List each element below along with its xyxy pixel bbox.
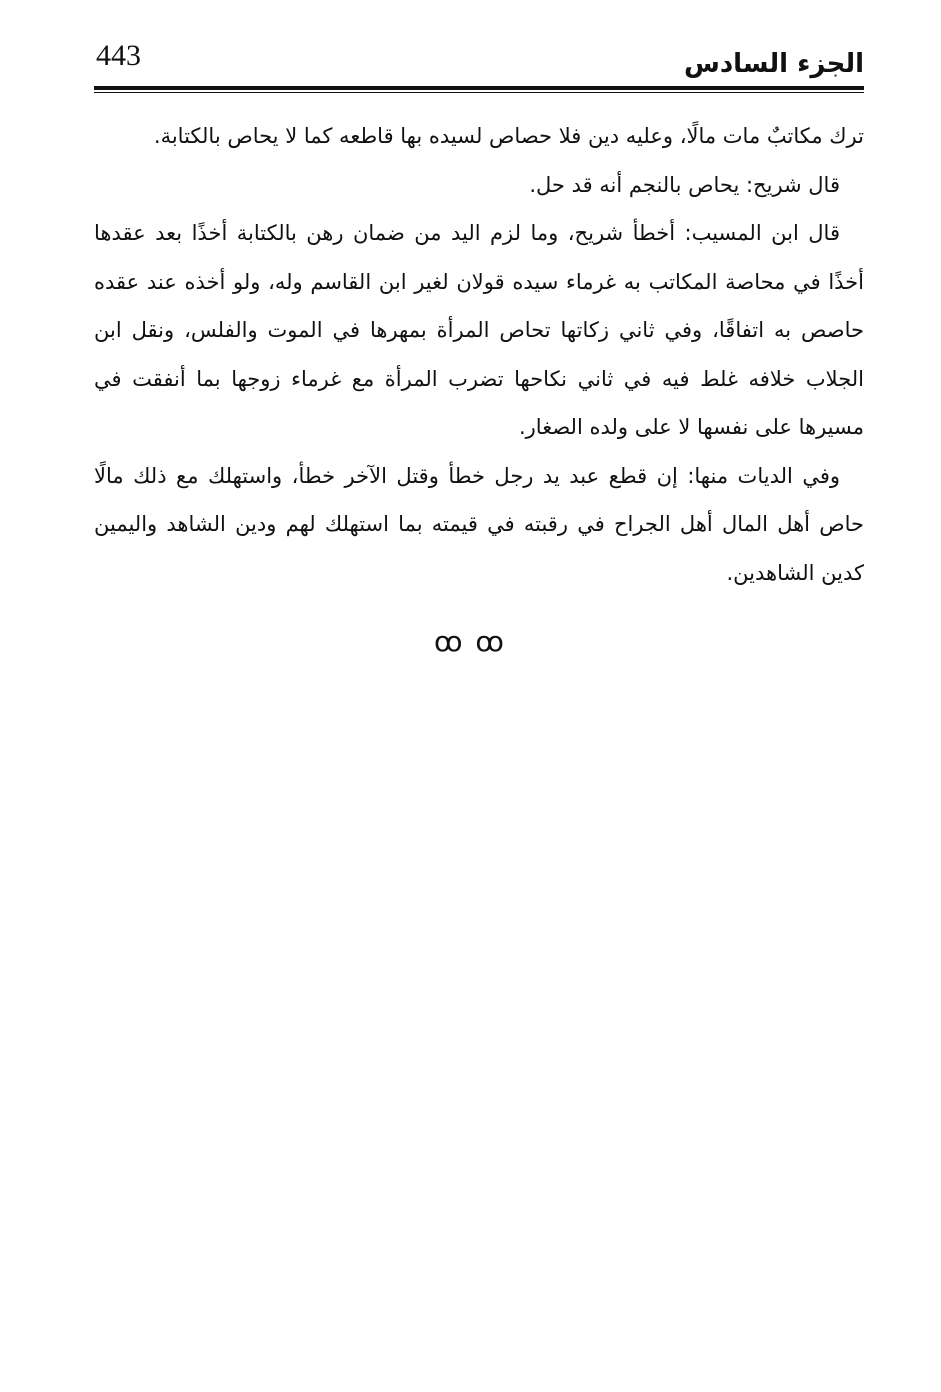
paragraph-3: قال ابن المسيب: أخطأ شريح، وما لزم اليد من ضمان رهن بالكتابة أخذًا بعد عقدها أخذًا في محاصة المكاتب به غرماء سيده قولان لغير ابن القاسم وله، ولو أخذه عند عقده حاصص به اتفاقًا، وفي ثاني زكاتها تحاص المرأة بمهرها في الموت والفلس، ونقل ابن الجلاب خلافه غلط فيه في ثاني نكاحها تضرب المرأة مع غرماء زوجها بما أنفقت في مسيرها على نفسها لا على ولده الصغار.	[94, 221, 864, 439]
paragraph-2: قال شريح: يحاص بالنجم أنه قد حل.	[529, 172, 840, 197]
end-ornament: ꝏ ꝏ	[434, 625, 506, 658]
header-rule-thick	[94, 86, 864, 90]
paragraph-4: وفي الديات منها: إن قطع عبد يد رجل خطأ وقتل الآخر خطأ، واستهلك مع ذلك مالًا حاص أهل المال أهل الجراح في رقبته في قيمته بما استهلك لهم ودين الشاهد واليمين كدين الشاهدين.	[94, 463, 864, 585]
paragraph-1: ترك مكاتبٌ مات مالًا، وعليه دين فلا حصاص لسيده بها قاطعه كما لا يحاص بالكتابة.	[153, 124, 864, 148]
page-header	[94, 38, 864, 88]
body-text	[94, 112, 864, 597]
page-number: 443	[96, 39, 141, 72]
running-title: الجزء السادس	[683, 49, 864, 79]
header-rule-thin	[94, 92, 864, 93]
